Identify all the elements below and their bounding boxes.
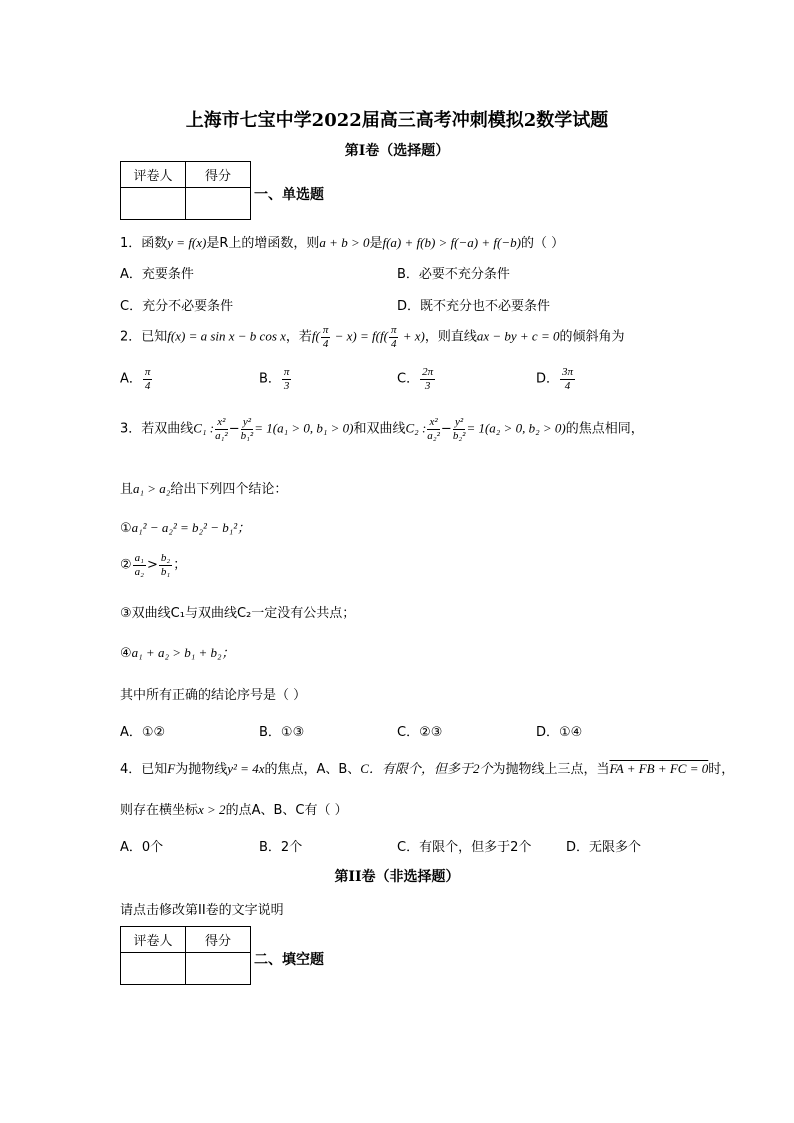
denominator: b₁	[160, 565, 171, 578]
option-letter: D．	[536, 371, 560, 387]
denominator: 4	[390, 337, 397, 350]
score-box-grader-cell[interactable]	[121, 188, 186, 220]
question-3-option-d[interactable]: D．①④	[536, 725, 583, 740]
numerator: a₁	[134, 552, 144, 564]
fraction	[215, 416, 228, 442]
fraction	[321, 324, 331, 350]
vector-expression: FA + FB + FC = 0	[609, 761, 709, 776]
numerator: y²	[241, 416, 254, 430]
math: y = f(x)	[167, 235, 207, 250]
text: 给出下列四个结论：	[170, 482, 288, 497]
math: y² = 4x	[227, 761, 265, 776]
fraction	[420, 366, 435, 392]
math: f(	[379, 328, 388, 344]
fraction	[560, 366, 575, 392]
math: a₁ > a₂	[133, 481, 171, 496]
question-3-option-a[interactable]: A．①②	[120, 725, 166, 740]
option-letter: B．	[259, 371, 281, 387]
score-box-grader-cell[interactable]	[121, 953, 186, 985]
question-1-option-c[interactable]: C．充分不必要条件	[120, 299, 234, 314]
math: = 1(a₂ > 0, b₂ > 0)	[466, 420, 566, 436]
question-3-line-2	[120, 478, 287, 497]
math: C₂ :	[405, 420, 427, 436]
fraction	[427, 416, 440, 442]
denominator: a₂²	[427, 429, 440, 442]
text: 1．函数	[120, 236, 168, 251]
exam-title: 上海市七宝中学2022届高三高考冲刺模拟2数学试题	[185, 110, 609, 131]
numerator: b₂	[160, 552, 171, 564]
math: f(a) + f(b) > f(−a) + f(−b)	[382, 235, 521, 250]
text: ②	[120, 557, 132, 573]
question-3-statement-2	[120, 552, 186, 578]
text: 的焦点，A、B、	[264, 762, 361, 777]
score-box-grader-label: 评卷人	[121, 927, 186, 953]
denominator: 3	[424, 379, 431, 392]
numerator: π	[322, 324, 329, 336]
question-3-ask: 其中所有正确的结论序号是（ ）	[120, 688, 307, 703]
text: 且	[120, 482, 134, 497]
question-3-statement-3: ③双曲线C₁与双曲线C₂一定没有公共点；	[120, 606, 356, 621]
text: 2．已知	[120, 329, 168, 345]
denominator: 4	[322, 337, 329, 350]
question-4-option-b[interactable]: B．2个	[259, 840, 303, 855]
text: ，则直线	[424, 329, 477, 345]
math: − x) = f(	[331, 328, 380, 344]
text: ④	[120, 646, 132, 661]
question-3-option-b[interactable]: B．①③	[259, 725, 305, 740]
text: 为抛物线上三点，当	[492, 762, 610, 777]
denominator: 3	[283, 379, 290, 392]
text: 的倾斜角为	[559, 329, 625, 345]
math: x > 2	[198, 802, 226, 817]
fraction	[133, 552, 146, 578]
question-1-option-a[interactable]: A．充要条件	[120, 267, 194, 282]
math: = 1(a₁ > 0, b₁ > 0)	[254, 420, 354, 436]
math: C₁ :	[193, 420, 215, 436]
question-2-option-c[interactable]	[397, 366, 436, 392]
question-4-option-c[interactable]: C．有限个，但多于2个	[397, 840, 532, 855]
question-1-option-b[interactable]: B．必要不充分条件	[397, 267, 510, 282]
text: 为抛物线	[175, 762, 228, 777]
denominator: b₂²	[452, 429, 466, 442]
question-1-option-d[interactable]: D．既不充分也不必要条件	[397, 299, 551, 314]
text: >	[146, 557, 158, 573]
fraction	[241, 416, 254, 442]
score-box-grader-label: 评卷人	[121, 162, 186, 188]
denominator: b₁²	[240, 429, 254, 442]
fraction	[143, 366, 153, 392]
section-heading-single-choice: 一、单选题	[254, 187, 324, 203]
text: 时，	[708, 762, 735, 777]
math: ax − by + c = 0	[476, 328, 560, 344]
math: C．有限个，但多于2个	[360, 761, 493, 776]
question-4-line-2	[120, 799, 348, 818]
option-letter: A．	[120, 371, 142, 387]
question-2-option-d[interactable]	[536, 366, 576, 392]
fraction	[389, 324, 399, 350]
score-box-score-cell[interactable]	[186, 188, 251, 220]
question-2-option-b[interactable]	[259, 366, 292, 392]
question-4-option-a[interactable]: A．0个	[120, 840, 164, 855]
option-letter: C．	[397, 371, 420, 387]
fraction	[282, 366, 292, 392]
question-4-option-d[interactable]: D．无限多个	[566, 840, 642, 855]
text: 则存在横坐标	[120, 803, 199, 818]
question-3-stem: 3．若双曲线C₁ : $\frac{\text{x²}}{\text{a₁²}}$ − $\frac{\text{y²}}{\text{b₁²}}$ = 1(a₁ > 0, b₁ > 0)和双曲线C₂ : $\frac{\text{x²}}{\text{a₂²}}$ − $\frac{\text{y²}}{\text{b₂²}}$ = 1(a₂ > 0, b₂ > 0)的焦点相同，	[120, 416, 644, 442]
part1-title: 第I卷（选择题）	[344, 143, 450, 159]
numerator: y²	[453, 416, 466, 430]
fraction	[159, 552, 172, 578]
score-box-1	[120, 161, 251, 220]
text: 的焦点相同，	[565, 421, 644, 437]
question-3-option-c[interactable]: C．②③	[397, 725, 443, 740]
text: ①	[120, 521, 132, 536]
score-box-score-label: 得分	[186, 162, 251, 188]
question-3-statement-4	[120, 642, 235, 661]
part2-title: 第II卷（非选择题）	[334, 869, 460, 885]
denominator: 4	[144, 379, 151, 392]
math: + x)	[399, 328, 425, 344]
numerator: x²	[427, 416, 440, 430]
numerator: π	[390, 324, 397, 336]
question-2-option-a[interactable]	[120, 366, 153, 392]
numerator: π	[283, 366, 290, 378]
score-box-score-cell[interactable]	[186, 953, 251, 985]
numerator: 2π	[422, 366, 434, 378]
numerator: 3π	[562, 366, 574, 378]
question-2-stem	[120, 324, 625, 350]
text: ，若	[285, 329, 312, 345]
text: 的点A、B、C有（ ）	[225, 803, 348, 818]
math: f(x) = a sin x − b cos x	[167, 328, 286, 344]
text: 4．已知	[120, 762, 168, 777]
text: ；	[173, 557, 187, 573]
numerator: π	[144, 366, 151, 378]
math: F	[167, 761, 176, 776]
score-box-score-label: 得分	[186, 927, 251, 953]
math: a₁ + a₂ > b₁ + b₂；	[131, 645, 235, 660]
text: 和双曲线	[353, 421, 406, 437]
part2-note[interactable]: 请点击修改第II卷的文字说明	[120, 903, 284, 918]
section-heading-fill-in: 二、填空题	[254, 952, 324, 968]
fraction	[453, 416, 466, 442]
score-box-2	[120, 926, 251, 985]
denominator: 4	[564, 379, 571, 392]
question-3-statement-1	[120, 517, 250, 536]
math: a + b > 0	[319, 235, 370, 250]
math: a₁² − a₂² = b₂² − b₁²；	[131, 520, 251, 535]
denominator: a₂	[134, 565, 144, 578]
question-4-stem	[120, 758, 734, 777]
text: 的（ ）	[520, 236, 565, 251]
math: f(	[311, 328, 320, 344]
denominator: a₁²	[215, 429, 228, 442]
question-1-stem	[120, 232, 564, 251]
numerator: x²	[215, 416, 228, 430]
text: 是	[369, 236, 383, 251]
text: 是R上的增函数，则	[206, 236, 320, 251]
text: 3．若双曲线	[120, 421, 194, 437]
